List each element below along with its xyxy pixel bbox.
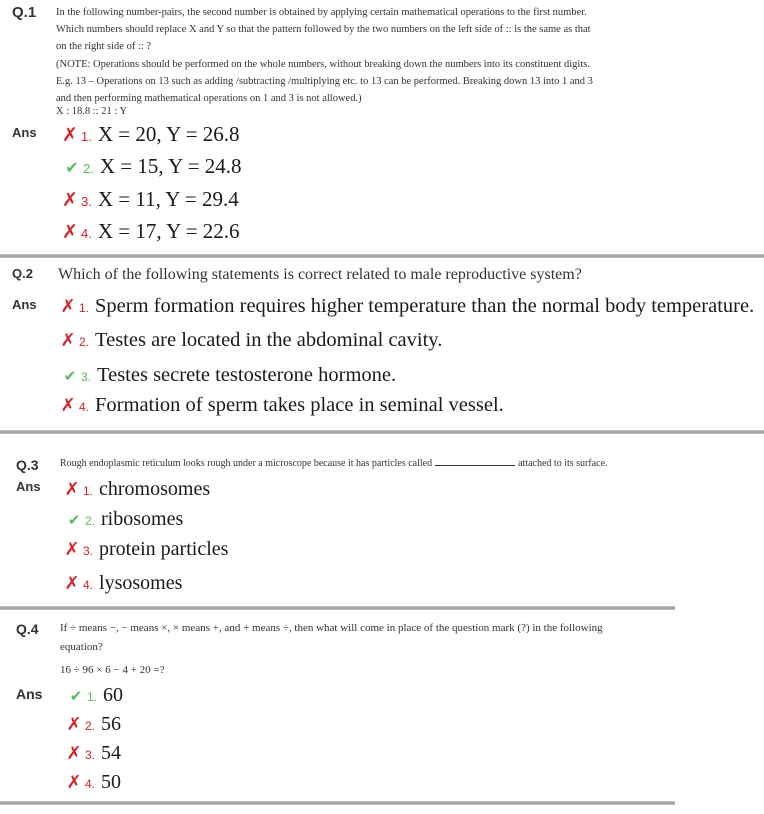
option-number: 2. xyxy=(83,161,94,176)
cross-icon: ✗ xyxy=(60,296,76,317)
option-1[interactable] xyxy=(62,122,240,147)
question-note: (NOTE: Operations should be performed on the whole numbers, without breaking down the numbers into its constituent digits. E.g. 13 – Operations on 13 such as adding /subtracting /multiplying etc. to 13 can be performed. Breaking down 13 into 1 and 3 and then performing mathematical operations on 1 and 3 is not allowed.) xyxy=(56,59,593,104)
cross-icon: ✗ xyxy=(66,772,82,793)
option-text: protein particles xyxy=(99,538,229,560)
option-text: ribosomes xyxy=(101,508,184,530)
option-text: X = 17, Y = 22.6 xyxy=(97,219,240,243)
option-4[interactable] xyxy=(64,572,182,595)
option-2[interactable] xyxy=(64,154,242,179)
option-3[interactable] xyxy=(66,742,121,765)
question-text-before: Rough endoplasmic reticulum looks rough under a microscope because it has particles called xyxy=(60,458,433,469)
option-1[interactable] xyxy=(68,684,123,707)
cross-icon: ✗ xyxy=(66,743,82,764)
answer-label: Ans xyxy=(16,686,43,702)
separator xyxy=(0,606,675,610)
cross-icon: ✗ xyxy=(64,479,80,500)
check-icon: ✔ xyxy=(69,687,83,705)
option-text: chromosomes xyxy=(99,478,211,500)
question-number: Q.2 xyxy=(12,266,33,281)
option-text: X = 15, Y = 24.8 xyxy=(99,154,242,178)
cross-icon: ✗ xyxy=(64,539,80,560)
cross-icon: ✗ xyxy=(62,221,78,243)
option-3[interactable] xyxy=(62,187,239,212)
question-expression: X : 18.8 :: 21 : Y xyxy=(56,106,128,117)
separator xyxy=(0,254,764,258)
fill-blank xyxy=(435,465,515,466)
option-number: 4. xyxy=(79,400,90,414)
question-text: If ÷ means −, − means ×, × means +, and + means ÷, then what will come in place of the question mark (?) in the following equation? xyxy=(60,622,603,653)
option-text: Formation of sperm takes place in seminal vessel. xyxy=(95,394,504,416)
separator xyxy=(0,801,675,805)
option-number: 3. xyxy=(83,544,94,558)
option-text: 60 xyxy=(103,684,124,706)
option-text: 50 xyxy=(101,771,122,793)
check-icon: ✔ xyxy=(63,367,77,385)
option-text: Testes are located in the abdominal cavity. xyxy=(95,329,443,351)
option-number: 4. xyxy=(81,226,92,241)
answer-label: Ans xyxy=(16,479,41,494)
option-number: 1. xyxy=(87,690,98,704)
option-1[interactable] xyxy=(64,478,210,501)
cross-icon: ✗ xyxy=(60,395,76,416)
question-number: Q.1 xyxy=(12,4,37,21)
option-number: 1. xyxy=(83,484,94,498)
option-text: 54 xyxy=(101,742,122,764)
option-2[interactable] xyxy=(66,713,121,736)
option-number: 1. xyxy=(79,301,90,315)
answer-label: Ans xyxy=(12,125,37,140)
question-text xyxy=(60,458,608,469)
option-text: 56 xyxy=(101,713,122,735)
cross-icon: ✗ xyxy=(62,189,78,211)
option-text: Sperm formation requires higher temperature than the normal body temperature. xyxy=(95,295,755,317)
cross-icon: ✗ xyxy=(64,573,80,594)
option-3[interactable] xyxy=(62,364,396,387)
check-icon: ✔ xyxy=(67,511,81,529)
answer-label: Ans xyxy=(12,297,37,312)
option-1[interactable] xyxy=(60,295,754,318)
option-text: Testes secrete testosterone hormone. xyxy=(97,364,397,386)
option-number: 2. xyxy=(79,335,90,349)
option-4[interactable] xyxy=(60,394,504,417)
option-number: 1. xyxy=(81,129,92,144)
separator xyxy=(0,430,764,434)
question-text: In the following number-pairs, the second number is obtained by applying certain mathematical operations to the first number. Which numbers should replace X and Y so that the pattern followed by the two numbers on the left side of :: is the same as that on the right side of :: ? xyxy=(56,7,591,52)
option-number: 2. xyxy=(85,514,96,528)
option-number: 4. xyxy=(83,578,94,592)
question-text-after: attached to its surface. xyxy=(518,458,608,469)
cross-icon: ✗ xyxy=(66,714,82,735)
option-2[interactable] xyxy=(66,508,183,531)
question-number: Q.3 xyxy=(16,457,39,473)
question-expression: 16 ÷ 96 × 6 − 4 + 20 =? xyxy=(60,664,165,676)
option-number: 4. xyxy=(85,777,96,791)
option-number: 3. xyxy=(81,370,92,384)
cross-icon: ✗ xyxy=(60,330,76,351)
option-text: X = 20, Y = 26.8 xyxy=(97,122,240,146)
option-number: 3. xyxy=(81,194,92,209)
question-text: Which of the following statements is correct related to male reproductive system? xyxy=(58,266,582,283)
option-4[interactable] xyxy=(62,219,240,244)
option-number: 2. xyxy=(85,719,96,733)
option-3[interactable] xyxy=(64,538,228,561)
option-4[interactable] xyxy=(66,771,121,794)
question-number: Q.4 xyxy=(16,621,39,637)
option-number: 3. xyxy=(85,748,96,762)
option-text: X = 11, Y = 29.4 xyxy=(97,187,239,211)
option-text: lysosomes xyxy=(99,572,183,594)
cross-icon: ✗ xyxy=(62,124,78,146)
option-2[interactable] xyxy=(60,329,442,352)
check-icon: ✔ xyxy=(65,158,79,177)
